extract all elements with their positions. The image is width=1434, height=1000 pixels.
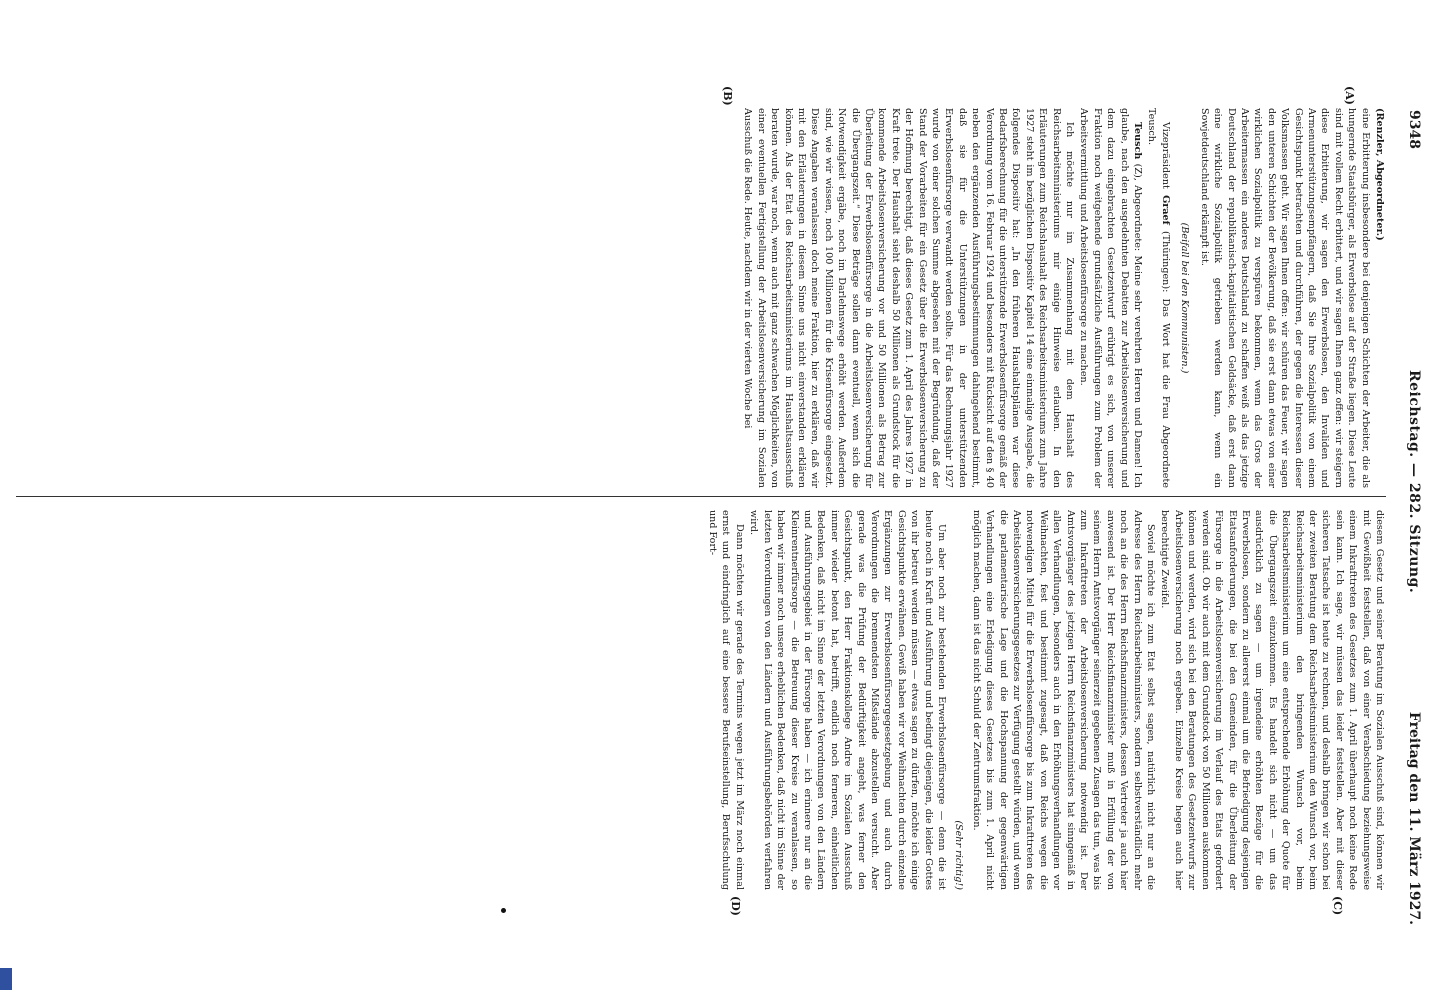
footer-strip: [0, 0, 14, 1000]
column-divider: [16, 496, 1386, 497]
left-column: [26, 108, 1386, 488]
paragraph: Teusch (Z), Abgeordnete: Meine sehr verehrten Herren und Damen! Ich glaube, nach den ausgedehnten Debatten zur Arbeitslosenversicherung und dem dazu eingebrachten Gesetzentwurf erübrigt es sich, von unserer Fraktion noch weitgehende grundsätzliche Ausführungen zum Problem der Arbeitsvermittlung und Arbeitslosenfürsorge zu machen.: [1078, 108, 1144, 488]
paragraph: Dann möchten wir gerade des Termins wegen jetzt im März noch einmal ernst und eindringlich auf eine bessere Berufseinstellung, Berufsschulung und Fort-: [707, 510, 745, 890]
paragraph: eine Erbitterung insbesondere bei denjenigen Schichten der Arbeiter, die als hungernde Staatsbürger, als Erwerbslose auf der Straße liegen. Diese Leute sind mit vollem Recht erbittert, und wir sagen Ihnen ganz offen: wir steigern diese Erbitterung, wir sagen den Erwerbslosen, den Invaliden und Armenunterstützungsempfängern, daß Sie Ihre Sozialpolitik von einem Gesichtspunkt betrachten und durchführen, der gegen die Interessen dieser Volksmassen geht. Wir sagen Ihnen offen: wir schüren das Feuer, wir sagen den unteren Schichten der Bevölkerung, daß sie erst dann etwas von einer wirklichen Sozialpolitik zu verspüren bekommen, wenn das Gros der Arbeitermassen ein anderes Deutschland zu schaffen weiß als das jetzige Deutschland der republikanisch-kapitalistischen Geldsäcke, daß erst dann eine wirkliche Sozialpolitik getrieben werden kann, wenn ein Sowjetdeutschland erkämpft ist.: [1198, 108, 1371, 488]
paragraph: Soviel möchte ich zum Etat selbst sagen, natürlich nicht nur an die Adresse des Herrn Reichsarbeitsministers, sondern selbstverständlich mehr noch an die des Herrn Reichsfinanzministers, dessen Vertreter ja auch hier anwesend ist. Der Herr Reichsfinanzminister muß in Erfüllung der von seinem Herrn Amtsvorgänger seinerzeit gegebenen Zusagen das tun, was bis zum Inkrafttreten der Arbeitslosenversicherung notwendig ist. Der Amtsvorgänger des jetzigen Herrn Reichsfinanzministers hat sinngemäß in allen Verhandlungen, besonders auch in den Erhöhungsverhandlungen vor Weihnachten, fest und bestimmt zugesagt, daß von Reichs wegen die notwendigen Mittel für die Erwerbslosenfürsorge bis zum Inkrafttreten des Arbeitslosenversicherungsgesetzes zur Verfügung gestellt würden, und wenn die parlamentarische Lage und die Hochspannung der gegenwärtigen Verhandlungen eine Erledigung dieses Gesetzes bis zum 1. April nicht möglich machen, dann ist das nicht Schuld der Zentrumsfraktion.: [970, 510, 1157, 890]
speaker-name: Graef: [1159, 195, 1171, 225]
margin-mark-d: (D): [729, 896, 742, 916]
speaker-name: Teusch: [1132, 122, 1144, 160]
session-title: Reichstag. — 282. Sitzung.: [1406, 370, 1422, 594]
interjection: (Sehr richtig!): [953, 820, 965, 890]
page-mark-dot: [501, 908, 506, 913]
margin-mark-b: (B): [721, 86, 734, 106]
paragraph: Vizepräsident Graef (Thüringen): Das Wort hat die Frau Abgeordnete Teusch.: [1146, 108, 1171, 488]
interjection: (Beifall bei den Kommunisten.): [1179, 222, 1191, 374]
dfg-logo: [0, 968, 12, 990]
right-column: [26, 510, 1386, 890]
paragraph: Ich möchte nur im Zusammenhang mit dem Haushalt des Reichsarbeitsministeriums mir einige Hinweise erlauben. In den Erläuterungen zum Reichshaushalt des Reichsarbeitsministeriums zum Jahre 1927 steht im bezüglichen Dispositiv Kapitel 14 eine einmalige Ausgabe, die folgendes Dispositiv hat: „In den früheren Haushaltsplänen war diese Bedarfsberechnung für die unterstützende Erwerbslosenfürsorge gemäß der Verordnung vom 16. Februar 1924 und besonders mit Rücksicht auf den § 40 neben den ergänzenden Ausführungsbestimmungen dahingehend bestimmt, daß sie für die Unterstützungen in der unterstützenden Erwerbslosenfürsorge verwandt werden sollte. Für das Rechnungsjahr 1927 wurde von einer solchen Summe abgesehen mit der Begründung, daß der Stand der Vorarbeiten für ein Gesetz über die Erwerbslosenversicherung zu der Hoffnung berechtigt, daß dieses Gesetz zum 1. April des Jahres 1927 in Kraft trete. Der Haushalt sieht deshalb 50 Millionen als Grundstock für die kommende Arbeitslosenversicherung vor und 50 Millionen als Betrag zur Überleitung der Erwerbslosenfürsorge in die Arbeitslosenversicherung für die Übergangszeit.“ Diese Beträge sollen dann eventuell, wenn sich die Notwendigkeit ergäbe, noch im Darlehnswege erhöht werden. Außerdem sind, wie wir wissen, noch 100 Millionen für die Krisenfürsorge eingesetzt. Diese Angaben veranlassen doch meine Fraktion, hier zu erklären, daß wir mit den Erläuterungen in diesem Sinne uns nicht einverstanden erklären können. Als der Etat des Reichsarbeitsministeriums im Haushaltsausschuß beraten wurde, war noch, wenn auch mit ganz schwachen Möglichkeiten, von einer eventuellen Fertigstellung der Arbeitslosenversicherung im Sozialen Ausschuß die Rede. Heute, nachdem wir in der vierten Woche bei: [742, 108, 1076, 488]
paragraph: Um aber noch zur bestehenden Erwerbslosenfürsorge — denn die ist heute noch in Kraft und Ausführung und bedingt diejenigen, die leider Gottes von ihr betreut werden müssen — etwas sagen zu dürfen, möchte ich einige Gesichtspunkte erwähnen. Gewiß haben wir vor Weihnachten durch einzelne Ergänzungen zur Erwerbslosenfürsorgegesetzgebung und auch durch Verordnungen die brennendsten Mißstände abzustellen versucht. Aber gerade was die Prüfung der Bedürftigkeit angeht, was ferner den Gesichtspunkt, den Herr Fraktionskollege Andre im Sozialen Ausschuß immer wieder betont hat, betrifft, endlich noch ferneren, einheitlichen Bedenken, daß nicht im Sinne der letzten Verordnungen von den Ländern und Ausführungsgebiet in der Fürsorge haben — ich erinnere nur an die Kleinrentnerfürsorge — die Betreuung dieser Kreise zu veranlassen, so haben wir immer noch unsere erheblichen Bedenken, daß nicht im Sinne der letzten Verordnungen von den Ländern und Ausführungsbehörden verfahren wird.: [748, 510, 947, 890]
session-date: Freitag den 11. März 1927.: [1406, 711, 1422, 925]
margin-mark-a: (A): [1343, 86, 1356, 105]
margin-mark-c: (C): [1331, 896, 1344, 916]
page-header: [1396, 110, 1426, 925]
page-number: 9348: [1406, 110, 1422, 149]
paragraph: diesem Gesetz und seiner Beratung im Sozialen Ausschuß sind, können wir mit Gewißheit feststellen, daß von einer Verabschiedung beziehungsweise einem Inkrafttreten des Gesetzes zum 1. April überhaupt noch keine Rede sein kann. Ich sage, wir müssen das leider feststellen. Aber mit dieser sicheren Tatsache ist heute zu rechnen, und deshalb bringen wir schon bei der zweiten Beratung dem Reichsarbeitsministerium den Wunsch vor, beim Reichsarbeitsministerium den bringenden Wunsch vor, beim Reichsarbeitsministerium um eine entsprechende Erhöhung der Quote für die Übergangszeit einzukommen. Es handelt sich nicht — um das ausdrücklich zu sagen — um irgendeine erhöhten Bezüge für die Erwerbslosen, sondern zu allererst einmal um die Befriedigung desjenigen Etatsanforderungen, die bei den Gemeinden, für die Überleitung der Fürsorge in die Arbeitslosenversicherung im Verlauf des Etats gefordert werden sind. Ob wir auch mit dem Grundstock von 50 Millionen auskommen können und werden, wird sich bei den Beratungen des Gesetzentwurfs zur Arbeitslosenversicherung noch ergeben. Einzelne Kreise hegen auch hier berechtigte Zweifel.: [1159, 510, 1385, 890]
speaker-label: (Renzler, Abgeordneter.): [1374, 108, 1385, 241]
